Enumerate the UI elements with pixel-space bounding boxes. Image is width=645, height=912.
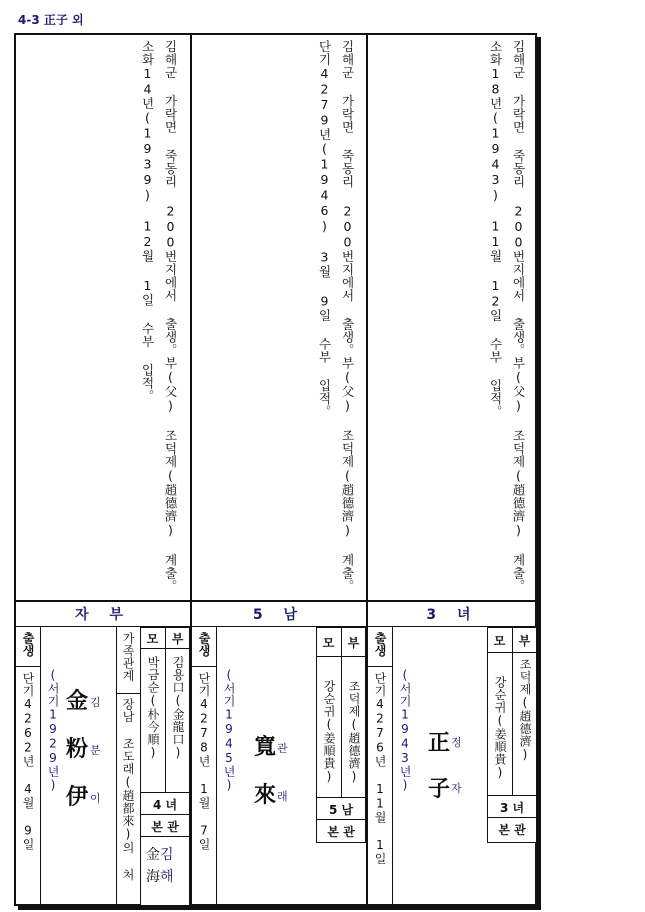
bongwan-line [140,836,190,837]
name-hangul-1: 정 [451,736,462,749]
western-year: (서기1945년) [222,668,236,793]
notice-line-1: 김해군 가락면 죽동리 200번지에서 출생。부(父) 조덕제(趙德濟) 계출。 [163,40,178,593]
birth-label-line [14,666,41,667]
name-hangul-3: 이 [90,792,101,805]
bongwan-hanja-2 [146,866,174,886]
father-label: 부 [518,634,531,648]
relation-label: 가족관계 [121,632,135,682]
order-line-bottom [487,817,537,818]
name-hanja-2: 子 [428,776,451,802]
father-label: 부 [347,636,360,650]
column-divider-2 [366,33,368,906]
father-name: 조덕제(趙德濟) [347,680,361,784]
father-name: 조덕제(趙德濟) [518,658,532,762]
parents-header-line [140,648,190,649]
parents-header-line [316,656,366,657]
order-line-top [316,797,366,798]
mother-name: 강순귀(姜順貴) [493,676,507,780]
birth-label-line [192,666,217,667]
notice-line-2: 소화14년(1939) 12월 1일 수부 입적。 [140,40,155,403]
name-hangul-1: 관 [277,742,288,755]
birth-label: 출생 [197,632,211,657]
western-year: (서기1943년) [398,668,412,793]
name-hanja-3: 伊 [66,784,89,810]
birth-divider [216,627,217,906]
name-hangul-2: 래 [277,790,288,803]
notice-line-1: 김해군 가락면 죽동리 200번지에서 출생。부(父) 조덕제(趙德濟) 계출。 [511,40,526,593]
frame-shadow-right [537,37,541,910]
bongwan-hanja-1 [146,844,174,864]
relation-divider-left [116,627,117,906]
page-title: 4-3 正子 외 [18,13,84,27]
relation-value: 장남 조도래(趙都來)의 처 [121,698,135,881]
order-line-top [487,795,537,796]
column-divider-1 [190,33,192,906]
birth-label: 출생 [21,632,35,657]
mother-name: 강순귀(姜順貴) [322,680,336,784]
birth-date: 단기4262년 4월 9일 [21,672,35,851]
mother-label: 모 [146,632,159,646]
order-line-top [140,792,190,793]
birth-date: 단기4278년 1월 7일 [197,672,211,851]
birth-order: 5 남 [328,803,354,817]
birth-date: 단기4276년 11월 1일 [373,672,387,865]
name-hanja-1: 寬 [254,734,277,760]
parents-split [341,627,342,797]
name-hangul-1: 김 [90,696,101,709]
column-header: 3 녀 [426,607,479,623]
notice-line-2: 소화18년(1943) 11월 12일 수부 입적。 [488,40,503,418]
name-hanja-2: 來 [254,782,277,808]
parents-header-line [487,652,537,653]
bongwan-hanja: 金 [146,847,160,863]
western-year: (서기1929년) [46,668,60,793]
register-frame [14,33,537,906]
birth-divider [40,627,41,906]
mother-label: 모 [322,636,335,650]
bongwan-hanja: 海 [146,869,160,885]
name-hangul-2: 분 [90,744,101,757]
order-line-bottom [140,814,190,815]
birth-divider [392,627,393,906]
bongwan-hangul: 김 [160,847,174,863]
name-hanja-2: 粉 [66,736,89,762]
father-name: 김용口(金龍口) [171,656,185,760]
mother-name: 박금순(朴今順) [146,656,160,760]
bongwan-label: 본 관 [498,823,526,837]
order-line-bottom [316,819,366,820]
notice-line-1: 김해군 가락면 죽동리 200번지에서 출생。부(父) 조덕제(趙德濟) 계출。 [340,40,355,593]
header-divider [14,626,537,627]
name-hanja-1: 金 [66,688,89,714]
father-label: 부 [171,632,184,646]
birth-order: 4 녀 [152,798,178,812]
notice-line-2: 단기4279년(1946) 3월 9일 수부 입적。 [317,40,332,418]
birth-label: 출생 [373,632,387,657]
birth-order: 3 녀 [499,801,525,815]
name-hanja-1: 正 [428,730,451,756]
column-header: 5 남 [252,607,306,623]
bongwan-label: 본 관 [327,825,355,839]
column-header: 자 부 [75,607,131,623]
frame-shadow-bottom [18,906,541,910]
bongwan-hangul: 해 [160,869,174,885]
relation-line [116,693,141,694]
birth-label-line [368,666,393,667]
parents-split [165,627,166,792]
section-divider [14,600,537,602]
bongwan-label: 본 관 [151,820,179,834]
mother-label: 모 [493,634,506,648]
name-hangul-2: 자 [451,782,462,795]
